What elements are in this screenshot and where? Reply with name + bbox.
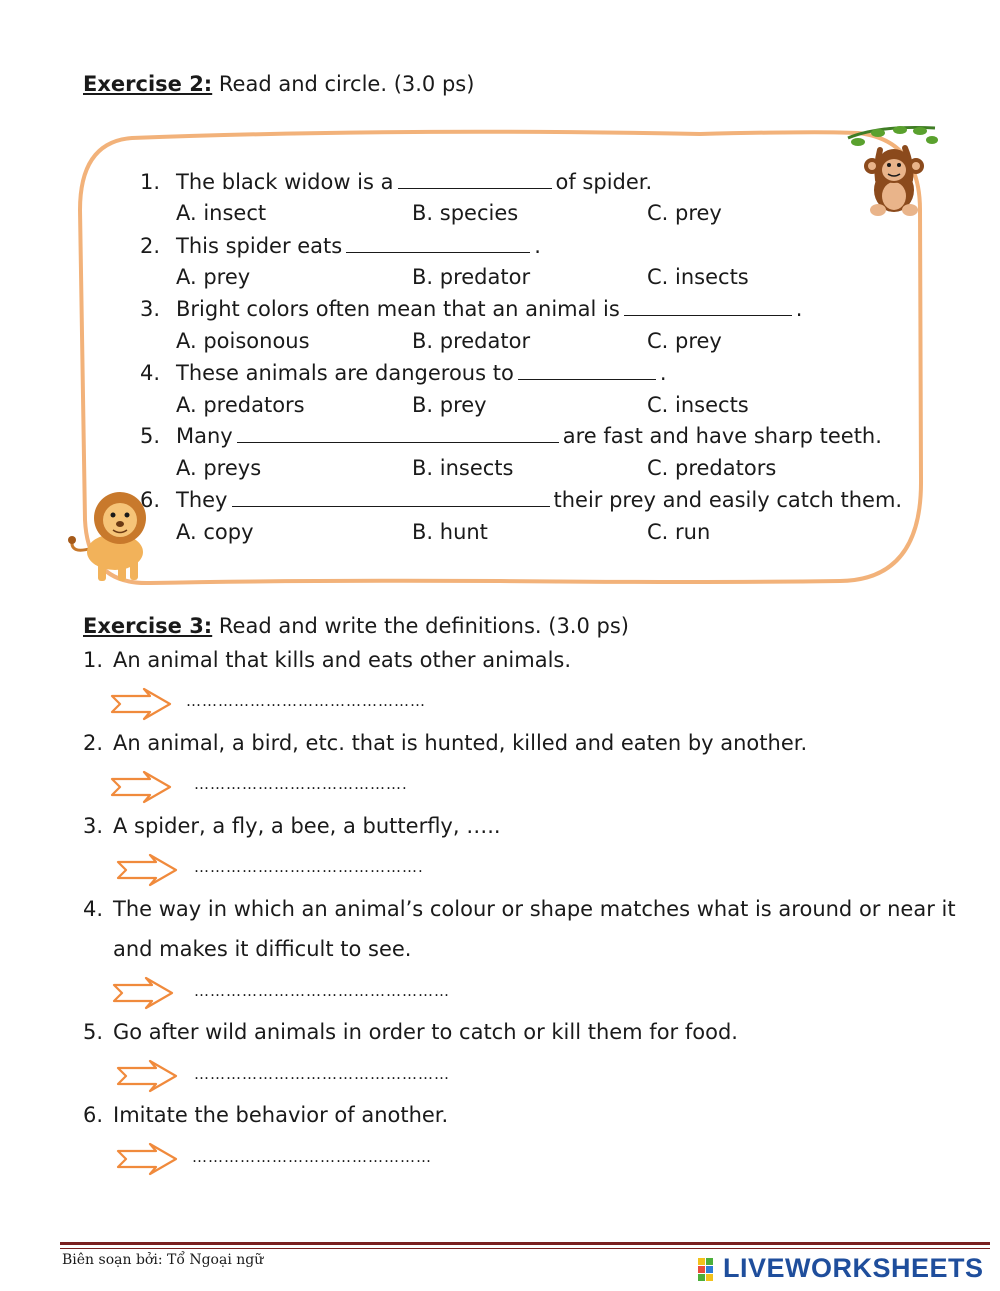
ex3-item-3: 3. A spider, a fly, a bee, a butterfly, ….. [83, 814, 501, 838]
option-b[interactable]: B. insects [412, 456, 514, 480]
ex3-item-5: 5. Go after wild animals in order to catch or kill them for food. [83, 1020, 738, 1044]
ex2-options-5 [176, 454, 796, 482]
answer-blank[interactable] [518, 359, 656, 380]
ex2-options-4 [176, 391, 796, 419]
ex2-question-1: 1. The black widow is a of spider. [140, 170, 653, 194]
ex2-options-3 [176, 327, 796, 355]
option-a[interactable]: A. copy [176, 520, 254, 544]
answer-blank[interactable] [232, 486, 550, 507]
arrow-right-icon [116, 1058, 180, 1094]
arrow-right-icon [110, 686, 174, 722]
option-b[interactable]: B. prey [412, 393, 487, 417]
option-a[interactable]: A. poisonous [176, 329, 310, 353]
arrow-right-icon [116, 1141, 180, 1177]
exercise-3-instruction: Read and write the definitions. (3.0 ps) [212, 614, 629, 638]
option-a[interactable]: A. prey [176, 265, 251, 289]
answer-line[interactable]: …………………………………. [194, 775, 408, 793]
ex3-item-4-continued: and makes it difficult to see. [113, 937, 412, 961]
option-c[interactable]: C. predators [647, 456, 777, 480]
answer-blank[interactable] [624, 295, 792, 316]
ex2-options-1 [176, 199, 796, 227]
ex2-question-2: 2. This spider eats . [140, 234, 541, 258]
option-b[interactable]: B. predator [412, 329, 531, 353]
arrow-right-icon [112, 975, 176, 1011]
ex3-item-6: 6. Imitate the behavior of another. [83, 1103, 449, 1127]
option-b[interactable]: B. hunt [412, 520, 488, 544]
exercise-2-instruction: Read and circle. (3.0 ps) [212, 72, 475, 96]
option-a[interactable]: A. predators [176, 393, 305, 417]
option-c[interactable]: C. run [647, 520, 711, 544]
monkey-icon [848, 126, 938, 216]
answer-line[interactable]: ……………………………………… [192, 1148, 432, 1166]
arrow-right-icon [110, 769, 174, 805]
ex2-options-6 [176, 518, 796, 546]
option-c[interactable]: C. prey [647, 329, 722, 353]
ex3-item-2: 2. An animal, a bird, etc. that is hunted, killed and eaten by another. [83, 731, 808, 755]
exercise-3-label: Exercise 3: [83, 614, 213, 638]
option-a[interactable]: A. insect [176, 201, 267, 225]
answer-blank[interactable] [398, 168, 552, 189]
answer-blank[interactable] [346, 232, 530, 253]
footer-divider-thin [60, 1248, 990, 1249]
ex2-question-4: 4. These animals are dangerous to . [140, 361, 667, 385]
ex2-question-3: 3. Bright colors often mean that an animal is . [140, 297, 803, 321]
footer-divider [60, 1242, 990, 1245]
ex2-question-6: 6. They their prey and easily catch them. [140, 488, 903, 512]
option-b[interactable]: B. species [412, 201, 519, 225]
lion-icon [68, 492, 146, 581]
answer-line[interactable]: ………………………………………… [194, 982, 450, 1000]
ex2-question-5: 5. Many are fast and have sharp teeth. [140, 424, 882, 448]
ex3-item-1: 1. An animal that kills and eats other animals. [83, 648, 572, 672]
option-c[interactable]: C. insects [647, 265, 749, 289]
footer-credit: Biên soạn bởi: Tổ Ngoại ngữ [62, 1252, 264, 1268]
option-c[interactable]: C. insects [647, 393, 749, 417]
option-b[interactable]: B. predator [412, 265, 531, 289]
liveworksheets-brand[interactable]: LIVEWORKSHEETS [723, 1253, 984, 1283]
answer-line[interactable]: ……………………………………… [186, 692, 426, 710]
exercise-3-heading [83, 614, 629, 638]
option-c[interactable]: C. prey [647, 201, 722, 225]
exercise-2-label: Exercise 2: [83, 72, 213, 96]
answer-blank[interactable] [237, 422, 559, 443]
arrow-right-icon [116, 852, 180, 888]
liveworksheets-logo-icon [698, 1256, 722, 1286]
option-a[interactable]: A. preys [176, 456, 262, 480]
ex3-item-4: 4. The way in which an animal’s colour or shape matches what is around or near it [83, 897, 956, 921]
ex2-options-2 [176, 263, 796, 291]
answer-line[interactable]: ……………………………………. [194, 858, 424, 876]
answer-line[interactable]: ………………………………………… [194, 1065, 450, 1083]
